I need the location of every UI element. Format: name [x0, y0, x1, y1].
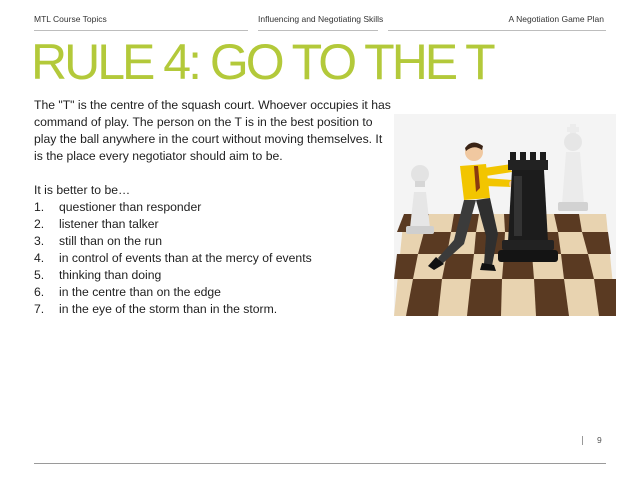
list-item: 4. in control of events than at the mercy of events	[34, 251, 312, 265]
list-item: 2. listener than talker	[34, 217, 159, 231]
list-item: 1. questioner than responder	[34, 200, 202, 214]
header-subject: Influencing and Negotiating Skills	[258, 14, 384, 24]
list-intro: It is better to be…	[34, 183, 131, 197]
list-item: 6. in the centre than on the edge	[34, 285, 221, 299]
footer-divider	[34, 463, 606, 464]
header-section: A Negotiation Game Plan	[508, 14, 604, 24]
list-item: 3. still than on the run	[34, 234, 162, 248]
list-item: 5. thinking than doing	[34, 268, 162, 282]
page-number-divider	[582, 436, 583, 445]
slide-title: RULE 4: GO TO THE T	[31, 34, 493, 90]
slide-body	[34, 97, 394, 318]
header-divider-right	[388, 30, 606, 31]
list-item: 7. in the eye of the storm than in the storm.	[34, 302, 278, 316]
intro-paragraph: The "T" is the centre of the squash court. Whoever occupies it has command of play. The person on the T is in the best position to play the ball anywhere in the court without moving themselves. It is the place every negotiator should aim to be.	[34, 98, 391, 163]
better-to-be-list	[34, 199, 394, 318]
header-course-topics: MTL Course Topics	[34, 14, 107, 24]
header-divider-mid	[258, 30, 378, 31]
page-number: 9	[597, 435, 602, 445]
chess-illustration-icon	[394, 114, 616, 316]
header-divider-left	[34, 30, 248, 31]
